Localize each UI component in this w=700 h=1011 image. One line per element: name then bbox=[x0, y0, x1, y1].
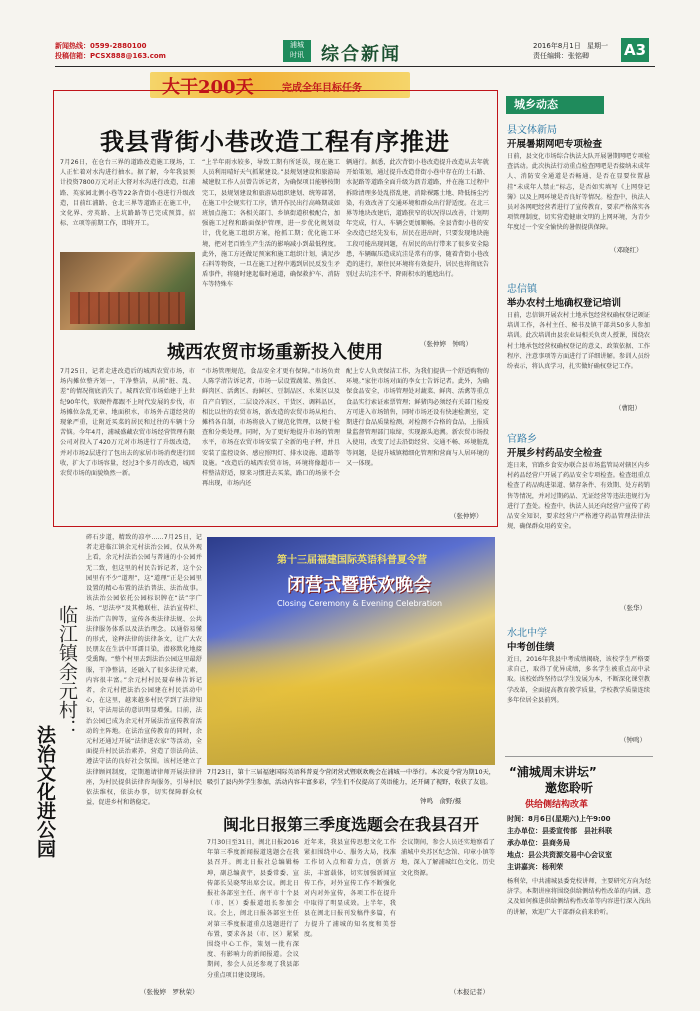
sidebar-item-1-body: 日前，忠信镇开展农村土地承包经营权确权登记颁证培训工作，各村主任、秘书及镇干部共50多人参加培训。此次培训由县农业局相关负责人授课，围绕农村土地承包经营权确权登记的意义、政策依据、工作程序、注意事项等方面进行了详细讲解。参训人员纷纷表示，将认真学习，扎实做好确权登记工作。 bbox=[507, 312, 650, 371]
photo-byline: 钟鸣 俞野/摄 bbox=[420, 797, 462, 805]
sidebar-item-2-byline: （张华） bbox=[620, 604, 646, 612]
sidebar-item-1-section: 忠信镇 bbox=[507, 284, 537, 295]
lead-story-col1: 7月26日，在仓台三界的道路改造施工现场，工人正忙着对水沟进行抽水。据了解，今年我县预计投资7800万元对正大督对水沟进行改造，红浦路、英家园北侧小巷等22条背街小巷进行升级改造，目前红浦路、仓北三界等道路正在施工中，文化界、旁英路、上坑路路等已完成预算，招标、立项等前期工作，即将开工。 bbox=[60, 159, 195, 228]
notice-topic: 供给侧结构改革 bbox=[525, 800, 589, 810]
performers-group bbox=[207, 637, 495, 765]
notice-speaker: 主讲嘉宾：杨利荣 bbox=[507, 863, 563, 871]
masthead bbox=[55, 38, 655, 64]
notice-intro: 杨利荣，中共浦城县委党校讲师，主要研究方向为经济学。本期讲座将围绕供给侧结构性改革的内涵、意义及如何推进供给侧结构性改革等内容进行深入浅出的讲解，欢迎广大干部群众前来聆听。 bbox=[507, 878, 651, 916]
third-story-col1: 7月30日至31日，闽北日报2016年第三季度新闻报道选题会在我县召开。闽北日报社总编辑杨坤，副总编黄宇，县委常委、宣传部长吴晓琴出席会议。闽北日报社各部室主任、南平市十个县（市、区）委报道组长参加会议。会上，闽北日报各部室主任对第三季度报道重点选题进行了布置，要求各县（市、区）紧紧围绕中心工作，策划一批有深度、有影响力的新闻报道。会议期间，参会人员还参观了我县部分重点项目建设现场。 bbox=[207, 839, 299, 979]
paper-logo bbox=[283, 40, 311, 62]
second-story-col2: “市场管理规范，食品安全才更有保障。”市场负责人陈学清告诉记者，市场一层设置蔬菜、熟食区、鲜肉区、活禽区、海鲜区、豆制品区、水果区以及自产自销区，二层设冷冻区、干货区、调料品区，相比以往的农贸市场，新改造的农贸市场从柜台、摊档各自制，市场将放入了规范化管理，以便于检查和分类处理。同时，为了更好地提升市场的管理水平，市场在农贸市场安装了全新的电子秤，并且安装了监控设备、感应照明灯、排水设施、道路等设施。“改造后的城西农贸市场，环境将像超市一样整洁舒适，原来习惯进去买菜，路口的场景不会再出现，市场内还 bbox=[202, 368, 340, 488]
logo-line-top: 浦城 bbox=[290, 41, 304, 49]
sidebar-item-1-title: 举办农村土地确权登记培训 bbox=[507, 298, 622, 309]
vertical-story-title-place: 临江镇余元村： bbox=[56, 605, 78, 738]
notice-organizer: 主办单位：县委宣传部 县社科联 bbox=[507, 827, 612, 835]
page-number: A3 bbox=[621, 38, 649, 62]
second-story-byline: （张仲婷） bbox=[450, 512, 483, 520]
photo-overlay-en: Closing Ceremony & Evening Celebration bbox=[277, 599, 443, 608]
logo-line-bottom: 时讯 bbox=[290, 51, 304, 59]
vertical-story-body: 碎石步道，精致的凉亭……7月25日，记者走进临江镇余元村法治公园，仅从外观上看，余元村法治公园与普通的小公园并无二致，但这里的村民告诉记者，这个公园里有不少“道理”，这“道理”正是公园里设置的精心布置的法治普法、法治故事。该法治公园依托公园标识牌在“法”字广场、“思法亭”及其檐联柱、法治宣传栏、法治广告牌等，宣传各类法律法规、公共法律服务体系以及法治理念。以通俗易懂的形式，诠释法律的法律条文，让广大农民朋友在生活中耳濡目染，潜移默化地接受熏陶。“整个村里去到法治公园这里最舒服，干净整洁，还融入了很多法律元素，内容很丰富。”余元村村民聂春林告诉记者，余元村把法治公园建在村民活动中心，在这里，越来越多村民学到了法律知识，守法用法的意识明显增强。目前，法治公园已成为余元村开展法治宣传教育活动的主阵地。在法治宣传教育的同时，余元村还通过开展“法律进农家”等活动，全面提升村民法治素养，营造了崇法尚法、遵法守法的良好社会氛围。该村还建立了法律顾问制度，定期邀请律师开展法律讲座，为村民提供法律咨询服务，引导村民依法维权，依法办事，切实保障群众权益，促进乡村和谐稳定。 bbox=[86, 534, 202, 807]
sidebar-item-2-title: 开展乡村药品安全检查 bbox=[507, 448, 603, 459]
photo-caption: 7月23日，第十三届福建国际英语科普夏令营闭营式暨联欢晚会在浦城一中举行。本次夏令营为期10天，吸引了县内外学生参加，活动内容丰富多彩，学生们不仅提高了英语能力，还开阔了视野，收获了友谊。 bbox=[207, 769, 495, 786]
third-story-byline: （本报记者） bbox=[450, 988, 489, 996]
sidebar-item-3-body: 近日，2016年我县中考成绩揭晓，该校学生严格要求自己，取得了优异成绩，多名学生被重点高中录取。该校始终坚持以学生发展为本，不断深化课堂教学改革，全面提高教育教学质量，学校教学质量连续多年位居全县前列。 bbox=[507, 656, 650, 704]
camp-closing-photo bbox=[207, 537, 495, 765]
notice-venue: 地点：县公共资源交易中心会议室 bbox=[507, 851, 612, 859]
sidebar-item-0-section: 县文体新局 bbox=[507, 125, 557, 136]
third-story-col3: 会议期间，参会人员还实地察看了浦城中央苏区纪念馆、印章小镇等地，深入了解浦城红色文化、历史文化资源。 bbox=[401, 839, 495, 877]
sidebar-item-2-section: 官路乡 bbox=[507, 434, 537, 445]
sidebar-item-3-section: 水北中学 bbox=[507, 628, 547, 639]
sidebar-item-1-byline: （曹阳） bbox=[615, 404, 641, 412]
email-text: 投稿信箱：PCSX888@163.com bbox=[55, 52, 166, 60]
second-story-col3: 配上专人负责保洁工作，为我们提供一个舒适购物的环境。”家住市场对面的李女士告诉记者。此外，为确保食品安全，市场管理处对蔬菜、鲜肉、活禽等重点食品实行索证索票管理；鲜猪肉必须经有关部门检疫方可进入市场销售，同时市场还设有快速检测室，定期进行食品质量检测，对检测不合格的食品，上报质量监督管理部门取缔，实现源头追溯。新农贸市场投入使用，改变了过去沿街经营、交通不畅、环境脏乱等问题，是提升城镇精细化管理和营商与人居环境的又一体现。 bbox=[346, 368, 489, 467]
issue-date: 2016年8月1日 bbox=[533, 42, 581, 50]
third-story-col2: 近年来，我县宣传思想文化工作紧扣围绕中心、服务大局，找准工作切入点和着力点，创新方法，丰富载体，切实加强新闻宣传工作，对外宣传工作不断强化对内对外宣传，各项工作在提升中取得了明显成效。上半年，我县在闽北日报刊发稿件多篇，有力提升了浦城的知名度和美誉度。 bbox=[304, 839, 396, 938]
sidebar-item-3-title: 中考创佳绩 bbox=[507, 642, 555, 653]
photo-overlay-title: 第十三届福建国际英语科普夏令营 bbox=[277, 555, 427, 566]
banner-main: 大干200天 bbox=[162, 77, 254, 98]
notice-host: 承办单位：县商务局 bbox=[507, 839, 570, 847]
section-title: 综合新闻 bbox=[321, 44, 401, 65]
sidebar-item-0-body: 日前，县文化市场综合执法大队开展暑期网吧专项检查活动。此次执法行动重点检查网吧是否接纳未成年人、消防安全通道是否畅通、是否在显要位置悬挂“未成年人禁止”标志，是否如实填写《上网登记簿》以及上网环境是否良好等情况。检查中，执法人员对各网吧经营者进行了宣传教育，要求严格落实各项管理制度，切实营造健康文明的上网环境，为青少年度过一个安全愉快的暑假提供保障。 bbox=[507, 153, 650, 232]
third-story-title: 闽北日报第三季度选题会在我县召开 bbox=[222, 815, 479, 834]
lead-story-byline: （张仲婷 钟鸣） bbox=[420, 340, 472, 348]
sidebar-heading bbox=[506, 96, 604, 114]
vertical-story-title-main: 法治文化进公园 bbox=[34, 725, 56, 858]
brick-pile bbox=[70, 292, 185, 324]
vertical-story-byline: （张俊婷 罗秋荣） bbox=[140, 988, 199, 996]
notice-time: 时间：8月6日(星期六)上午9:00 bbox=[507, 815, 611, 823]
lead-story-photo bbox=[60, 252, 195, 330]
lead-story-title: 我县背街小巷改造工程有序推进 bbox=[100, 127, 450, 156]
header-rule bbox=[55, 66, 655, 67]
second-story-col1: 7月25日，记者走进改造后的城西农贸市场，市场内摊位整齐划一，干净整洁，从前“脏、乱、差”的情况彻底消失了。城西农贸市场始建于上世纪90年代，软硬件都跟不上时代发展的步伐，市场摊位杂乱无章、地面积水，市场外占道经营的现象严重，让附近买菜的居民和过往的车辆十分苦恼。今年4月，浦城盛藏农贸市场经营管理有限公司对投入了420万元对市场进行了升级改造，并对市场2层进行了包出去的家居市场消费进行回收，扩大了市场容量，经过3个多月的改造，城西农贸市场的面貌焕然一新。 bbox=[60, 368, 195, 478]
second-story-title: 城西农贸市场重新投入使用 bbox=[167, 342, 383, 363]
notice-title: “浦城周末讲坛” bbox=[509, 765, 597, 779]
notice-box bbox=[505, 756, 653, 997]
sidebar-item-0-byline: （邓晓红） bbox=[610, 246, 643, 254]
editor-credit: 责任编辑：张铭卿 bbox=[533, 52, 589, 60]
lead-story-col3: 辆通行。据悉，此次背街小巷改造提升改造从去年就开始策划，通过提升改造背街小巷中存在的土石路、水泥路等道路全面升级为沥青道路，并在施工过程中拆除清理多处乱搭乱建，消除裸露土地、降低扬尘污染，有效改善了交通环境和群众出行舒适度。在北三界等地块改建后，道路狭窄的状况得以改善，计划明年完成，行人、车辆会更加顺畅。全县背街小巷的安全改造已经先发布，居民在进出时，只要发现地块施工段可能出现问题，有居民的出行带来了很多安全隐患，车辆碾压造成坑洼是常有的事，随着背街小巷改造的进行，原住民环境将有效提升，居民也将彻底告别过去坑洼不平、降雨积水的尴尬出行。 bbox=[346, 159, 489, 279]
sidebar-item-2-body: 连日来，官路乡食安办联合县市场监管局对辖区内乡村药品经营户开展了药品安全专项检查。检查组重点检查了药品购进渠道、储存条件、有效期、处方药销售等情况，并对过期药品、无证经营等违法违规行为进行了查处。检查中，执法人员还向经营户宣传了药品安全知识，要求经营户严格遵守药品管理法律法规，确保群众用药安全。 bbox=[507, 462, 650, 531]
sidebar-item-0-title: 开展暑期网吧专项检查 bbox=[507, 139, 603, 150]
sidebar-item-3-byline: （钟鸣） bbox=[620, 736, 646, 744]
sidebar-heading-text: 城乡动态 bbox=[514, 98, 558, 111]
banner-sub: 完成全年目标任务 bbox=[282, 83, 362, 94]
notice-title2: 邀您聆听 bbox=[545, 781, 594, 795]
hotline-text: 新闻热线：0599-2880100 bbox=[55, 42, 147, 50]
lead-story-col2: “上半年雨水较多，导致工期有所延误，现在施工人员利用晴好天气抓紧建设。”县规划建设和旅游局城建股工作人员曾告诉记者，为确保项目能够按期完工，县规划建设和旅游局组织建划、统筹部署，在施工中会规实行工序，错开作民出行高峰期或如班加点施工；各相关部门、乡镇街道积极配合，加强施工过程和路面保护管理，进一步优化规划设计，优化施工组织方案，抢抓工期；优化施工环境，把对老百姓生产生活的影响减小到最低程度。此外，施工方还做足预案和施工组织计划，满足沙石料等物资，一旦在施工过程中遇到居民反发生矛盾事件，将随时建起临时通道，确保救护车、消防车等特殊车 bbox=[202, 159, 340, 289]
issue-weekday: 星期一 bbox=[587, 42, 608, 50]
photo-overlay-sub: 闭营式暨联欢晚会 bbox=[287, 575, 431, 596]
